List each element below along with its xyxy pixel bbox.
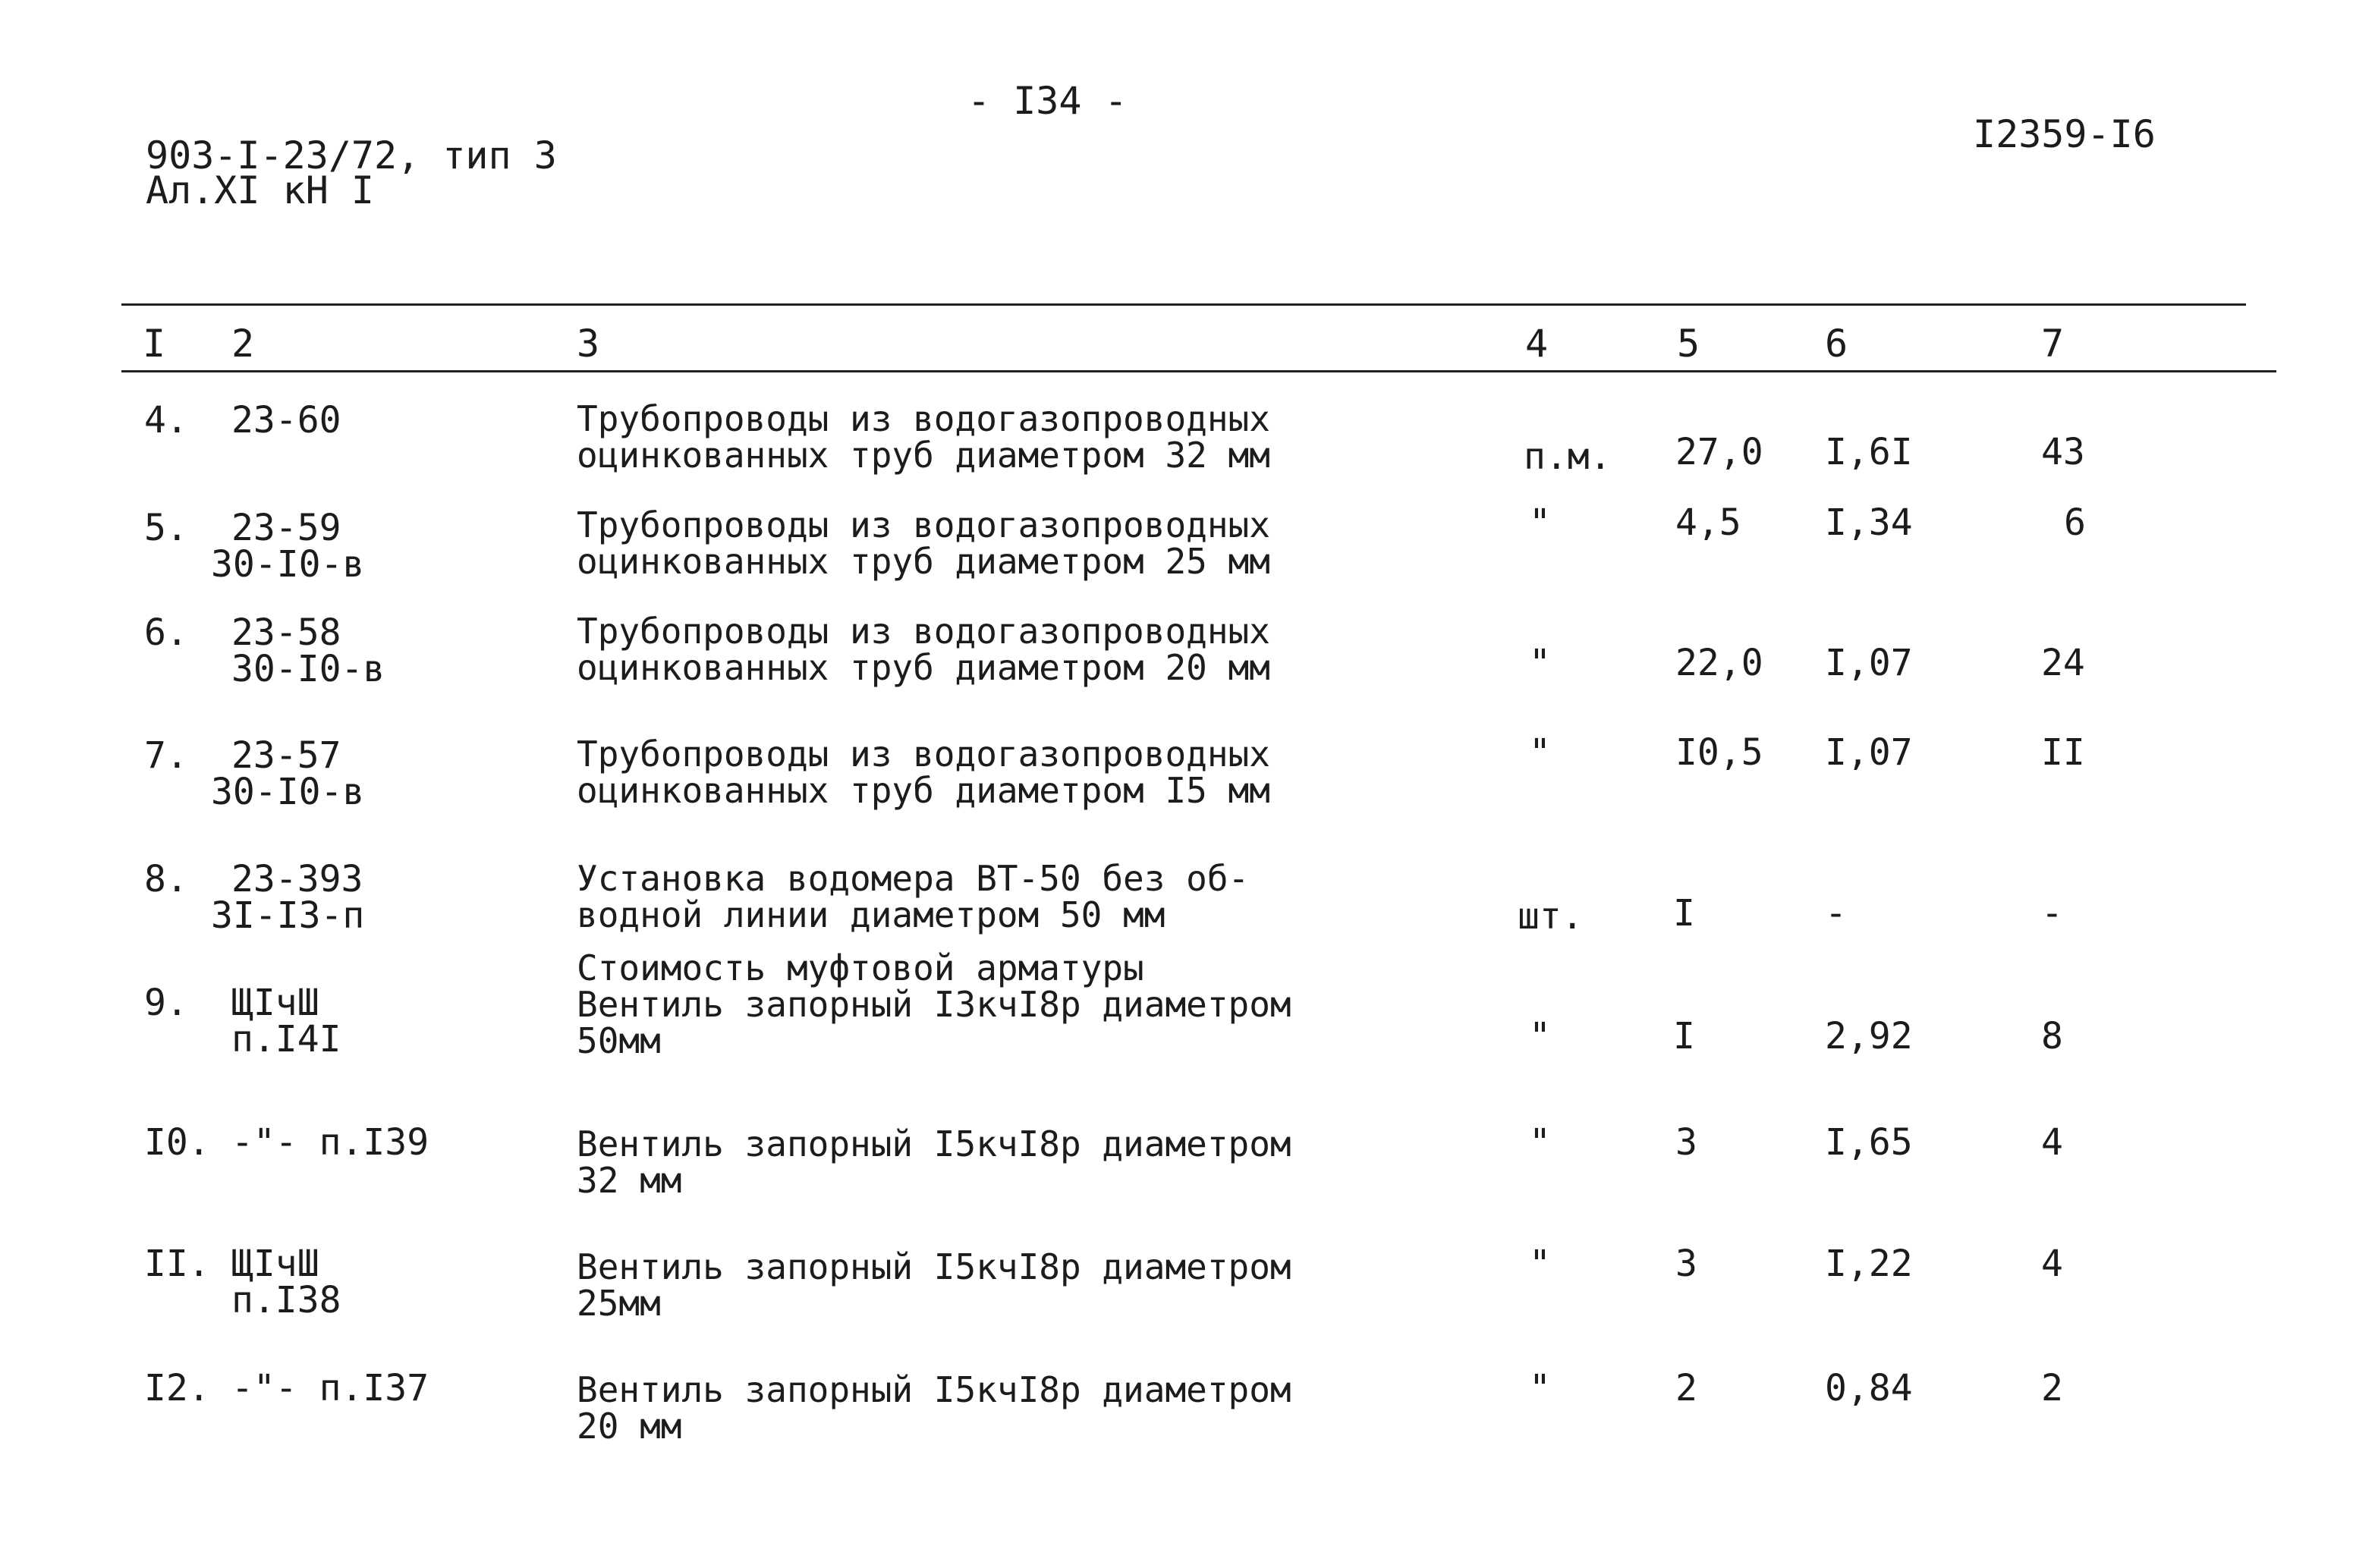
row-description-line1: Трубопроводы из водогазопроводных <box>577 734 1270 775</box>
column-header-5: 5 <box>1677 322 1700 366</box>
row-quantity: 27,0 <box>1675 431 1763 473</box>
row-price: I,65 <box>1825 1121 1913 1164</box>
row-description-line2: 25мм <box>577 1283 661 1324</box>
row-code: ЩIчШ <box>231 982 319 1024</box>
row-total: II <box>2041 731 2085 774</box>
row-unit: " <box>1529 501 1551 544</box>
row-description-line2: оцинкованных труб диаметром 20 мм <box>577 647 1270 688</box>
row-quantity: 2 <box>1675 1367 1697 1409</box>
row-unit: " <box>1529 1243 1551 1285</box>
row-code-secondary: п.I4I <box>231 1018 341 1061</box>
row-quantity: I <box>1673 1015 1695 1057</box>
doc-code-line2: Ал.XI кН I <box>146 168 375 212</box>
row-code-secondary: п.I38 <box>231 1279 341 1321</box>
row-number: 4. <box>144 399 188 441</box>
row-code-secondary: 30-I0-в <box>211 771 365 813</box>
row-price: 0,84 <box>1825 1367 1913 1409</box>
row-code: 23-60 <box>231 399 341 441</box>
row-total: - <box>2041 892 2063 935</box>
row-code: 23-57 <box>231 734 341 777</box>
row-price: - <box>1825 892 1847 935</box>
row-description-line1: Вентиль запорный I3кчI8р диаметром <box>577 984 1291 1025</box>
row-number: 5. <box>144 507 188 549</box>
row-description-line2: 20 мм <box>577 1406 682 1447</box>
column-header-1: I <box>143 322 166 366</box>
row-description-line2: водной линии диаметром 50 мм <box>577 894 1165 935</box>
row-description-line1: Трубопроводы из водогазопроводных <box>577 398 1270 439</box>
row-price: I,07 <box>1825 642 1913 684</box>
row-code-secondary: 30-I0-в <box>231 648 385 690</box>
row-unit: " <box>1529 1121 1551 1164</box>
row-quantity: 3 <box>1675 1243 1697 1285</box>
table-top-rule <box>121 303 2246 306</box>
row-number: 9. <box>144 982 188 1024</box>
row-number: II. <box>144 1243 210 1285</box>
column-header-6: 6 <box>1825 322 1848 366</box>
sheet-code: I2359-I6 <box>1973 112 2156 156</box>
row-price: I,34 <box>1825 501 1913 544</box>
row-number: 8. <box>144 858 188 900</box>
row-code-secondary: 30-I0-в <box>211 543 365 586</box>
row-unit: " <box>1529 642 1551 684</box>
row-total: 8 <box>2041 1015 2063 1057</box>
row-total: 6 <box>2064 501 2086 544</box>
row-price: I,22 <box>1825 1243 1913 1285</box>
row-quantity: 4,5 <box>1675 501 1741 544</box>
row-description-line2: оцинкованных труб диаметром 32 мм <box>577 435 1270 476</box>
row-price: 2,92 <box>1825 1015 1913 1057</box>
row-description-line1: Вентиль запорный I5кчI8р диаметром <box>577 1123 1291 1164</box>
row-price: I,6I <box>1825 431 1913 473</box>
row-total: 4 <box>2041 1121 2063 1164</box>
row-quantity: I0,5 <box>1675 731 1763 774</box>
column-header-4: 4 <box>1525 322 1549 366</box>
row-quantity: 22,0 <box>1675 642 1763 684</box>
row-description-line1: Установка водомера ВТ-50 без об- <box>577 858 1250 899</box>
row-code: ЩIчШ <box>231 1243 319 1285</box>
row-number: 7. <box>144 734 188 777</box>
row-total: 4 <box>2041 1243 2063 1285</box>
row-number: 6. <box>144 611 188 654</box>
row-description-line1: Трубопроводы из водогазопроводных <box>577 611 1270 652</box>
page-number: - I34 - <box>967 79 1128 123</box>
row-description-line2: 32 мм <box>577 1160 682 1201</box>
row-code: -"- п.I39 <box>231 1121 429 1164</box>
row-unit: " <box>1529 731 1551 774</box>
row-description-line1: Трубопроводы из водогазопроводных <box>577 504 1270 545</box>
row-code-secondary: 3I-I3-п <box>211 894 365 937</box>
row-code: -"- п.I37 <box>231 1367 429 1409</box>
row-total: 43 <box>2041 431 2085 473</box>
row-code: 23-58 <box>231 611 341 654</box>
row-number: I0. <box>144 1121 210 1164</box>
row-quantity: I <box>1673 892 1695 935</box>
row-description-line2: оцинкованных труб диаметром I5 мм <box>577 770 1270 811</box>
row-description-line1: Вентиль запорный I5кчI8р диаметром <box>577 1369 1291 1410</box>
table-header-rule <box>121 370 2276 372</box>
row-code: 23-59 <box>231 507 341 549</box>
row-unit: п.м. <box>1524 435 1612 478</box>
row-quantity: 3 <box>1675 1121 1697 1164</box>
row-unit: шт. <box>1518 895 1584 938</box>
row-unit: " <box>1529 1015 1551 1057</box>
row-section-heading: Стоимость муфтовой арматуры <box>577 947 1144 988</box>
column-header-3: 3 <box>577 322 600 366</box>
column-header-7: 7 <box>2041 322 2065 366</box>
row-price: I,07 <box>1825 731 1913 774</box>
doc-code-line1: 903-I-23/72, тип 3 <box>146 134 557 178</box>
column-header-2: 2 <box>231 322 255 366</box>
row-total: 24 <box>2041 642 2085 684</box>
row-description-line1: Вентиль запорный I5кчI8р диаметром <box>577 1246 1291 1287</box>
row-unit: " <box>1529 1367 1551 1409</box>
row-description-line2: 50мм <box>577 1020 661 1061</box>
row-description-line2: оцинкованных труб диаметром 25 мм <box>577 541 1270 582</box>
row-number: I2. <box>144 1367 210 1409</box>
row-total: 2 <box>2041 1367 2063 1409</box>
row-code: 23-393 <box>231 858 363 900</box>
